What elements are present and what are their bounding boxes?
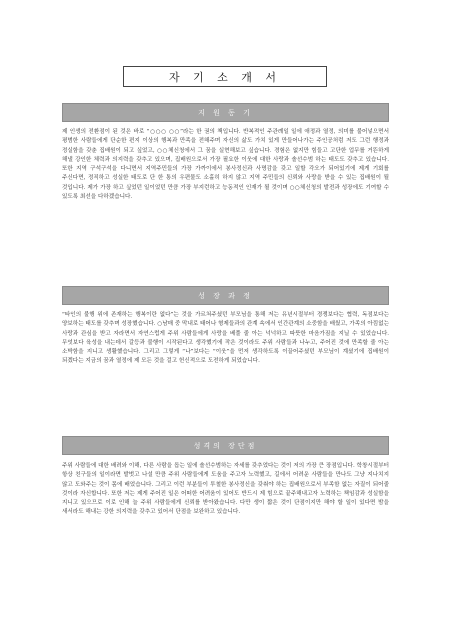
document-title: 자 기 소 개 서 <box>168 70 282 84</box>
section-heading-motivation <box>62 103 389 122</box>
section-body-growth: “타인의 불행 위에 존재하는 행복이란 없다”는 것을 가르쳐주셨던 부모님을 통해 저는 유년시절부터 경쟁보다는 협력, 독점보다는 양보하는 태도를 갖추며 성장했습니다. ○남매 중 막내로 태어나 형제들과의 관계 속에서 인간관계의 소중함을 배웠고, 가족의 아낌없는 사랑과 관심을 받고 자라면서 자연스럽게 주위 사람들에게 사랑을 베풀 줄 아는 넉넉하고 따뜻한 마음가짐을 지닐 수 있었습니다. 무엇보다 육성을 내는데서 갈등과 불행이 시작된다고 생각했기에 작은 것이라도 주위 사람들과 나누고, 주어진 것에 만족할 줄 아는 소박함을 지니고 생활했습니다. 그리고 그렇게 “나”보다는 “이웃”을 먼저 생각하도록 이끌어주셨던 부모님이 계셨기에 집배원이 되겠다는 지금의 꿈과 열정에 제 모든 것을 걸고 헌신적으로 도전하게 되었습니다. <box>62 312 389 365</box>
section-body-motivation: 제 인생의 전환점이 된 것은 바로 “○○○ ○○”라는 한 권의 책입니다. 반복적인 주관례일 일에 애정과 열정, 의미를 불어넣으면서 평범한 사람들에게 단순한 편지 이상의 행복과 만족을 전해주며 자신의 삶도 가치 있게 만들어나가는 주인공처럼 저도 그런 행정과 정실함을 갖춘 집배원이 되고 싶었고, ○○체신청에서 그 꿈을 실현해보고 싶습니다. 경험은 없지만 힘들고 고단한 업무를 거뜬하게 해낼 강인한 체력과 의지력을 갖추고 있으며, 집배원으로서 가장 필요한 이웃에 대한 사랑과 솔선수범 하는 태도도 갖추고 있습니다. 또한 지역 구석구석을 다니면서 지역주민들의 가장 가까이에서 봉사정신과 사명감을 갖고 일할 각오가 되어있기에 제게 기회를 주신다면, 정직하고 성실한 태도로 단 한 통의 우편물도 소홀히 하지 않고 지역 주민들의 신뢰와 사랑을 받을 수 있는 집배원이 될 것입니다. 제가 가장 하고 싶었던 일이었던 만큼 가장 부지런하고 능동적인 인재가 될 것이며 ○○체신청의 발전과 성장에도 기여할 수 있도록 최선을 다하겠습니다. <box>62 129 389 200</box>
section-body-personality: 주위 사람들에 대한 배려와 이해, 다른 사람을 돕는 일에 솔선수범하는 자세를 갖추었다는 것이 저의 가장 큰 장점입니다. 학창시절부터 항상 친구들의 일이라면 발벗고 나설 만큼 주위 사람들에게 도움을 주고자 노력했고, 길에서 어려운 사람들을 만나도 그냥 지나치지 않고 도와주는 것이 몸에 배었습니다. 그리고 이런 부분들이 투철한 봉사정신을 갖춰야 하는 집배원으로서 부족함 없는 자질이 되어줄 것이라 자신합니다. 또한 저는 제게 주어진 일은 어떠한 어려움이 있어도 반드시 제 힘으로 끝주해내고자 노력하는 책임감과 성실함을 지니고 있으므로 이로 인해 늘 주위 사람들에게 신뢰를 받아왔습니다. 다만 생이 짧은 것이 단점이지만 해야 할 일이 있다면 밤을 새서라도 해내는 강한 의지력을 갖추고 있어서 단점을 보완하고 있습니다. <box>62 463 389 516</box>
section-heading-text: 지 원 동 기 <box>198 108 253 117</box>
section-heading-text: 성 장 과 정 <box>198 291 253 300</box>
section-heading-growth <box>62 286 389 305</box>
section-heading-personality <box>62 436 389 455</box>
section-heading-text: 성격의 장단점 <box>193 441 258 450</box>
document-title-box <box>123 66 327 87</box>
